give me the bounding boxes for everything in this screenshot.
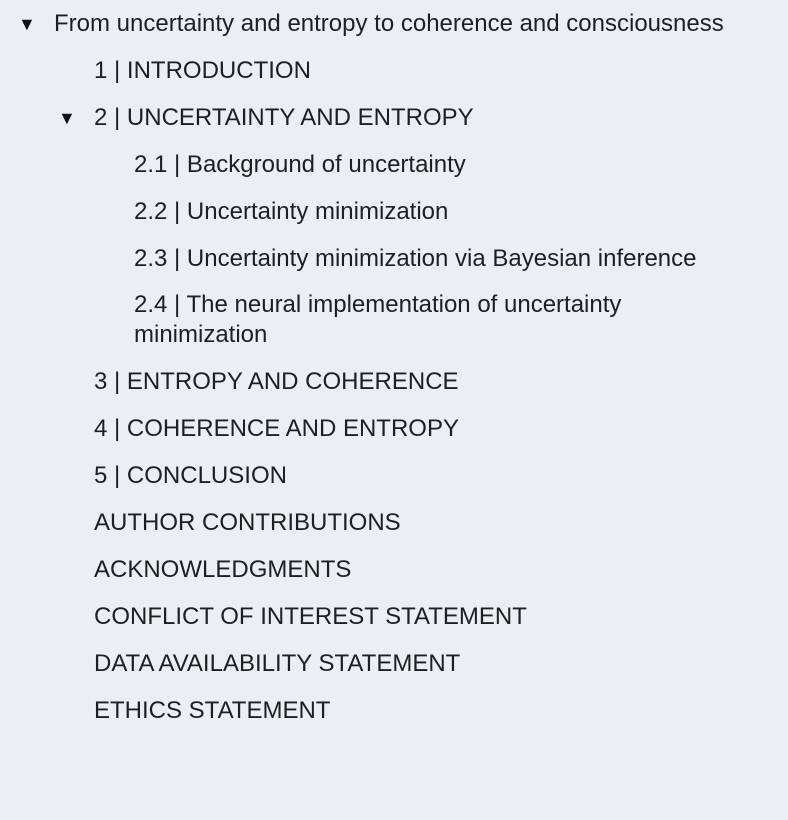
outline-subitem-neural-implementation[interactable]: 2.4 | The neural implementation of uncertainty minimization <box>134 291 622 348</box>
outline-item-data-availability[interactable]: DATA AVAILABILITY STATEMENT <box>94 650 461 677</box>
triangle-down-icon[interactable]: ▼ <box>18 14 36 34</box>
outline-item-conclusion[interactable]: 5 | CONCLUSION <box>94 462 287 489</box>
outline-item-conflict-of-interest[interactable]: CONFLICT OF INTEREST STATEMENT <box>94 603 527 630</box>
outline-item-author-contributions[interactable]: AUTHOR CONTRIBUTIONS <box>94 509 401 536</box>
outline-item-ethics-statement[interactable]: ETHICS STATEMENT <box>94 697 331 724</box>
outline-item-introduction[interactable]: 1 | INTRODUCTION <box>94 57 311 84</box>
outline-subitem-bayesian-inference[interactable]: 2.3 | Uncertainty minimization via Bayesian inference <box>134 245 697 272</box>
outline-item-coherence-and-entropy[interactable]: 4 | COHERENCE AND ENTROPY <box>94 415 459 442</box>
outline-subitem-uncertainty-minimization[interactable]: 2.2 | Uncertainty minimization <box>134 198 449 225</box>
outline-item-acknowledgments[interactable]: ACKNOWLEDGMENTS <box>94 556 352 583</box>
outline-item-entropy-and-coherence[interactable]: 3 | ENTROPY AND COHERENCE <box>94 368 459 395</box>
outline-subitem-background-of-uncertainty[interactable]: 2.1 | Background of uncertainty <box>134 151 466 178</box>
outline-title[interactable]: From uncertainty and entropy to coherence and consciousness <box>54 10 724 37</box>
triangle-down-icon[interactable]: ▼ <box>58 108 76 128</box>
outline-item-uncertainty-and-entropy[interactable]: 2 | UNCERTAINTY AND ENTROPY <box>94 104 474 131</box>
